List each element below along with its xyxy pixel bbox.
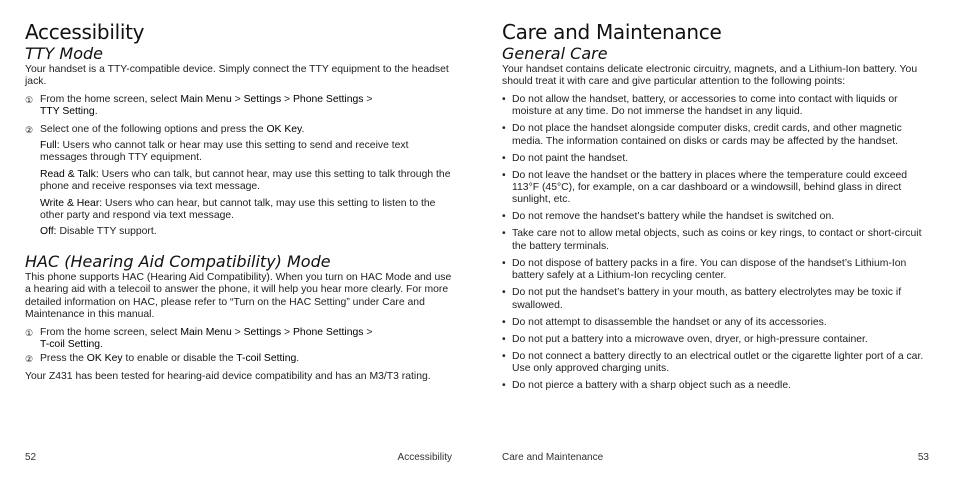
hac-intro: This phone supports HAC (Hearing Aid Compatibility). When you turn on HAC Mode and use a hearing aid with a telecoil to answer the phone, it will help you hear more clearly. For more detailed information on HAC, please refer to “Turn on the HAC Setting” under Care and Maintenance in this manual. bbox=[25, 271, 452, 321]
list-item: • Do not leave the handset or the battery in places where the temperature could exceed 113°F (45°C), for example, on a car dashboard or a windowsill, behind glass in direct sunlight, etc. bbox=[502, 169, 908, 206]
list-item: • Do not remove the handset’s battery while the handset is switched on. bbox=[502, 211, 835, 223]
page-title-accessibility: Accessibility bbox=[25, 20, 145, 44]
tty-step-1: ① From the home screen, select Main Menu > Settings > Phone Settings > TTY Setting. bbox=[25, 93, 373, 118]
hac-closing: Your Z431 has been tested for hearing-aid device compatibility and has an M3/T3 rating. bbox=[25, 370, 431, 382]
list-item: • Do not connect a battery directly to an electrical outlet or the cigarette lighter port of a car. Use only approved charging units. bbox=[502, 350, 924, 375]
tty-option-write-hear: Write & Hear: Users who can hear, but cannot talk, may use this setting to listen to the other party and respond via text message. bbox=[40, 197, 436, 222]
ok-key-label: OK Key bbox=[266, 123, 302, 135]
menu-path-phone-settings: Phone Settings bbox=[292, 93, 364, 105]
step-number-1: ① bbox=[25, 94, 34, 105]
tty-option-off: Off: Disable TTY support. bbox=[40, 226, 157, 238]
list-item: • Do not paint the handset. bbox=[502, 152, 629, 164]
hac-step-1: ① From the home screen, select Main Menu > Settings > Phone Settings > T-coil Setting. bbox=[25, 326, 373, 350]
menu-path-t-coil-setting: T-coil Setting bbox=[40, 338, 101, 350]
list-item: • Do not pierce a battery with a sharp object such as a needle. bbox=[502, 380, 791, 392]
general-care-intro: Your handset contains delicate electronic circuitry, magnets, and a Lithium-Ion battery. You should treat it with care and give particular attention to the following points: bbox=[502, 64, 918, 88]
list-item: • Do not put a battery into a microwave oven, dryer, or high-pressure container. bbox=[502, 333, 868, 345]
menu-path-tty-setting: TTY Setting bbox=[40, 106, 95, 118]
menu-path-settings: Settings bbox=[243, 93, 282, 105]
care-list bbox=[502, 94, 932, 393]
right-page bbox=[477, 0, 954, 477]
right-page-content bbox=[502, 20, 932, 397]
hac-step-2: ② Press the OK Key to enable or disable the T-coil Setting. bbox=[25, 353, 300, 365]
tty-step-2: ② Select one of the following options and press the OK Key. bbox=[25, 123, 305, 135]
footer-section-right: Care and Maintenance bbox=[502, 452, 604, 463]
tty-option-full: Full: Users who cannot talk or hear may use this setting to send and receive text messages through TTY equipment. bbox=[40, 140, 409, 164]
list-item: • Do not allow the handset, battery, or accessories to come into contact with liquids or moisture at any time. Do not immerse the handset in any liquid. bbox=[502, 93, 898, 118]
tty-mode-heading: TTY Mode bbox=[25, 44, 103, 63]
list-item: • Do not dispose of battery packs in a fire. You can dispose of the handset’s Lithium-Ion battery safely at a Lithium-Ion recycling center. bbox=[502, 257, 907, 282]
page-number-right: 53 bbox=[917, 452, 929, 463]
left-page-content bbox=[25, 20, 453, 383]
list-item: • Do not attempt to disassemble the handset or any of its accessories. bbox=[502, 316, 827, 328]
general-care-heading: General Care bbox=[502, 44, 608, 63]
list-item: • Do not place the handset alongside computer disks, credit cards, and other magnetic media. The information contained on disks or cards may be affected by the handset. bbox=[502, 123, 902, 147]
menu-path-main-menu: Main Menu bbox=[180, 93, 232, 105]
step-number-2: ② bbox=[25, 124, 34, 135]
tty-intro: Your handset is a TTY-compatible device. Simply connect the TTY equipment to the headset jack. bbox=[25, 64, 449, 88]
footer-section-left: Accessibility bbox=[397, 452, 452, 463]
hac-mode-heading: HAC (Hearing Aid Compatibility) Mode bbox=[25, 251, 331, 271]
page-number-left: 52 bbox=[25, 452, 37, 463]
tty-option-read-talk: Read & Talk: Users who can talk, but cannot hear, may use this setting to talk through the phone and receive responses via text message. bbox=[40, 168, 451, 193]
page-title-care: Care and Maintenance bbox=[502, 20, 722, 44]
list-item: • Take care not to allow metal objects, such as coins or key rings, to contact or short-circuit the battery terminals. bbox=[502, 228, 922, 252]
list-item: • Do not put the handset’s battery in your mouth, as battery electrolytes may be toxic if swallowed. bbox=[502, 287, 902, 311]
